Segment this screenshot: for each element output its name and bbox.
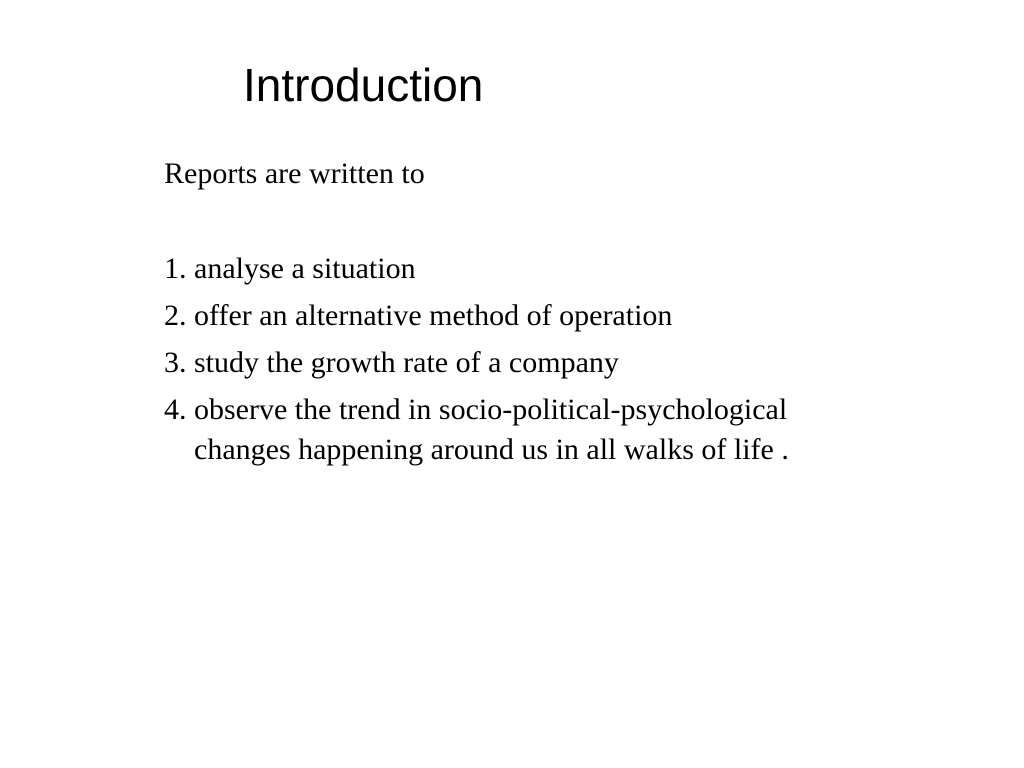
- list-item: [164, 343, 924, 383]
- intro-text: Reports are written to: [164, 157, 425, 190]
- list-item: [164, 296, 924, 336]
- list-item-continuation: changes happening around us in all walks of life .: [194, 433, 789, 466]
- list-item-text: 2. offer an alternative method of operation: [164, 299, 673, 332]
- list-item-text: 4. observe the trend in socio-political-psychological: [164, 393, 788, 426]
- list-item: [164, 249, 924, 289]
- list-item-text: 3. study the growth rate of a company: [164, 346, 619, 379]
- reasons-list: [164, 249, 924, 470]
- slide-body: [164, 154, 924, 477]
- list-item: [164, 390, 924, 470]
- list-item-text: 1. analyse a situation: [164, 252, 416, 285]
- slide-title: Introduction: [243, 59, 484, 111]
